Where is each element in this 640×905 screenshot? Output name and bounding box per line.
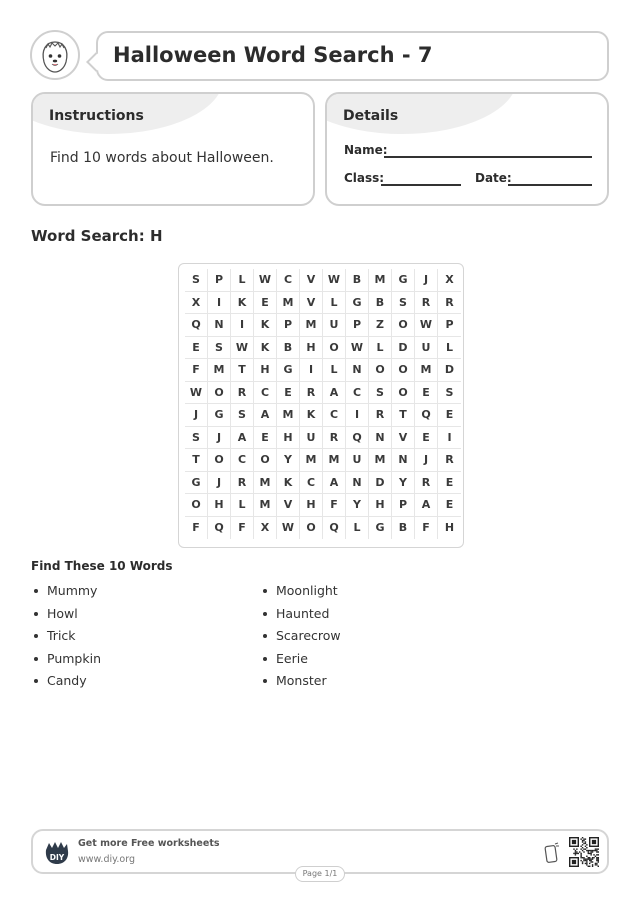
details-card <box>325 92 609 206</box>
grid-cell[interactable]: R <box>369 404 392 427</box>
grid-cell[interactable]: M <box>277 292 300 315</box>
grid-cell[interactable]: Q <box>185 314 208 337</box>
grid-cell[interactable]: R <box>300 382 323 405</box>
grid-cell[interactable]: D <box>438 359 461 382</box>
grid-cell[interactable]: F <box>231 517 254 540</box>
grid-cell[interactable]: I <box>300 359 323 382</box>
grid-cell[interactable]: E <box>254 427 277 450</box>
grid-cell[interactable]: T <box>231 359 254 382</box>
word-search-heading: Word Search: H <box>31 227 163 245</box>
grid-cell[interactable]: H <box>300 337 323 360</box>
grid-cell[interactable]: H <box>369 494 392 517</box>
list-item: Haunted <box>260 606 341 629</box>
footer-url-link[interactable]: www.diy.org <box>78 854 135 865</box>
qr-code-icon[interactable] <box>569 837 599 867</box>
grid-cell[interactable]: M <box>300 314 323 337</box>
grid-cell[interactable]: Y <box>346 494 369 517</box>
grid-cell[interactable]: D <box>392 337 415 360</box>
grid-cell[interactable]: H <box>277 427 300 450</box>
grid-cell[interactable]: W <box>231 337 254 360</box>
grid-cell[interactable]: B <box>277 337 300 360</box>
grid-cell[interactable]: B <box>369 292 392 315</box>
grid-cell[interactable]: O <box>392 382 415 405</box>
grid-cell[interactable]: F <box>185 359 208 382</box>
grid-cell[interactable]: M <box>254 494 277 517</box>
grid-cell[interactable]: R <box>438 292 461 315</box>
grid-cell[interactable]: N <box>208 314 231 337</box>
grid-cell[interactable]: O <box>185 494 208 517</box>
grid-cell[interactable]: R <box>323 427 346 450</box>
grid-cell[interactable]: W <box>415 314 438 337</box>
grid-cell[interactable]: F <box>185 517 208 540</box>
grid-cell[interactable]: A <box>231 427 254 450</box>
phone-icon <box>544 842 560 864</box>
grid-cell[interactable]: Q <box>346 427 369 450</box>
grid-cell[interactable]: C <box>231 449 254 472</box>
title-box <box>96 31 609 81</box>
mascot-icon <box>30 30 80 80</box>
grid-cell[interactable]: A <box>323 382 346 405</box>
list-item: Monster <box>260 673 341 696</box>
grid-cell[interactable]: I <box>346 404 369 427</box>
grid-cell[interactable]: V <box>300 292 323 315</box>
list-item: Moonlight <box>260 583 341 606</box>
grid-cell[interactable]: M <box>300 449 323 472</box>
grid-cell[interactable]: C <box>300 472 323 495</box>
class-label: Class: <box>344 171 385 185</box>
grid-cell[interactable]: O <box>323 337 346 360</box>
list-item: Howl <box>31 606 101 629</box>
grid-cell[interactable]: P <box>208 269 231 292</box>
grid-cell[interactable]: G <box>369 517 392 540</box>
grid-cell[interactable]: D <box>369 472 392 495</box>
grid-cell[interactable]: V <box>300 269 323 292</box>
list-item: Pumpkin <box>31 651 101 674</box>
grid-cell[interactable]: W <box>254 269 277 292</box>
word-list-heading: Find These 10 Words <box>31 559 173 573</box>
grid-cell[interactable]: Y <box>277 449 300 472</box>
grid-cell[interactable]: G <box>208 404 231 427</box>
grid-cell[interactable]: M <box>254 472 277 495</box>
grid-cell[interactable]: O <box>392 359 415 382</box>
grid-cell[interactable]: H <box>208 494 231 517</box>
grid-cell[interactable]: O <box>392 314 415 337</box>
grid-cell[interactable]: C <box>277 269 300 292</box>
grid-cell[interactable]: O <box>369 359 392 382</box>
grid-cell[interactable]: K <box>254 314 277 337</box>
grid-cell[interactable]: R <box>231 382 254 405</box>
grid-cell[interactable]: Y <box>392 472 415 495</box>
grid-cell[interactable]: L <box>438 337 461 360</box>
grid-cell[interactable]: R <box>438 449 461 472</box>
grid-cell[interactable]: R <box>231 472 254 495</box>
grid-cell[interactable]: E <box>438 404 461 427</box>
grid-cell[interactable]: U <box>300 427 323 450</box>
grid-cell[interactable]: C <box>323 404 346 427</box>
grid-cell[interactable]: I <box>438 427 461 450</box>
grid-cell[interactable]: L <box>231 494 254 517</box>
grid-cell[interactable]: T <box>185 449 208 472</box>
word-search-grid <box>185 269 461 539</box>
grid-cell[interactable]: U <box>346 449 369 472</box>
grid-cell[interactable]: S <box>231 404 254 427</box>
grid-cell[interactable]: I <box>231 314 254 337</box>
grid-cell[interactable]: N <box>346 472 369 495</box>
list-item: Eerie <box>260 651 341 674</box>
grid-cell[interactable]: A <box>323 472 346 495</box>
grid-cell[interactable]: J <box>415 269 438 292</box>
grid-cell[interactable]: W <box>346 337 369 360</box>
grid-cell[interactable]: K <box>231 292 254 315</box>
instructions-heading: Instructions <box>49 108 144 124</box>
list-item: Mummy <box>31 583 101 606</box>
name-field[interactable] <box>384 156 592 158</box>
page-title: Halloween Word Search - 7 <box>113 43 433 67</box>
grid-cell[interactable]: P <box>277 314 300 337</box>
footer-promo-text: Get more Free worksheets <box>78 838 220 849</box>
grid-cell[interactable]: U <box>415 337 438 360</box>
grid-cell[interactable]: E <box>415 427 438 450</box>
grid-cell[interactable]: L <box>369 337 392 360</box>
word-list-column-2 <box>260 583 341 696</box>
grid-cell[interactable]: E <box>438 472 461 495</box>
grid-cell[interactable]: S <box>392 292 415 315</box>
date-field[interactable] <box>508 184 592 186</box>
grid-cell[interactable]: X <box>254 517 277 540</box>
grid-cell[interactable]: S <box>438 382 461 405</box>
grid-cell[interactable]: R <box>415 472 438 495</box>
grid-cell[interactable]: U <box>323 314 346 337</box>
grid-cell[interactable]: A <box>254 404 277 427</box>
grid-cell[interactable]: K <box>300 404 323 427</box>
grid-cell[interactable]: O <box>208 449 231 472</box>
grid-cell[interactable]: X <box>438 269 461 292</box>
logo-text: DIY <box>49 853 65 862</box>
grid-cell[interactable]: W <box>185 382 208 405</box>
grid-cell[interactable]: O <box>300 517 323 540</box>
grid-cell[interactable]: W <box>323 269 346 292</box>
grid-cell[interactable]: O <box>208 382 231 405</box>
grid-cell[interactable]: Q <box>323 517 346 540</box>
page-number: Page 1/1 <box>295 866 345 882</box>
grid-cell[interactable]: L <box>346 517 369 540</box>
grid-cell[interactable]: K <box>254 337 277 360</box>
grid-cell[interactable]: F <box>415 517 438 540</box>
grid-cell[interactable]: E <box>438 494 461 517</box>
grid-cell[interactable]: G <box>277 359 300 382</box>
grid-cell[interactable]: B <box>392 517 415 540</box>
grid-cell[interactable]: M <box>369 449 392 472</box>
grid-cell[interactable]: H <box>300 494 323 517</box>
grid-cell[interactable]: G <box>346 292 369 315</box>
class-field[interactable] <box>381 184 461 186</box>
word-list-column-1 <box>31 583 101 696</box>
word-search-grid-box <box>178 263 464 548</box>
grid-cell[interactable]: P <box>392 494 415 517</box>
grid-cell[interactable]: L <box>323 359 346 382</box>
grid-cell[interactable]: N <box>392 449 415 472</box>
grid-cell[interactable]: G <box>392 269 415 292</box>
grid-cell[interactable]: Q <box>415 404 438 427</box>
grid-cell[interactable]: E <box>277 382 300 405</box>
grid-cell[interactable]: C <box>346 382 369 405</box>
grid-cell[interactable]: S <box>208 337 231 360</box>
grid-cell[interactable]: P <box>438 314 461 337</box>
diy-logo-icon[interactable] <box>43 840 71 866</box>
grid-cell[interactable]: Z <box>369 314 392 337</box>
instructions-card <box>31 92 315 206</box>
grid-cell[interactable]: N <box>346 359 369 382</box>
grid-cell[interactable]: T <box>392 404 415 427</box>
list-item: Trick <box>31 628 101 651</box>
grid-cell[interactable]: G <box>185 472 208 495</box>
grid-cell[interactable]: K <box>277 472 300 495</box>
grid-cell[interactable]: O <box>254 449 277 472</box>
grid-cell[interactable]: V <box>392 427 415 450</box>
instructions-text: Find 10 words about Halloween. <box>50 150 274 166</box>
name-label: Name: <box>344 143 388 157</box>
grid-cell[interactable]: Q <box>208 517 231 540</box>
list-item: Scarecrow <box>260 628 341 651</box>
date-label: Date: <box>475 171 512 185</box>
grid-cell[interactable]: J <box>208 427 231 450</box>
grid-cell[interactable]: J <box>208 472 231 495</box>
list-item: Candy <box>31 673 101 696</box>
grid-cell[interactable]: A <box>415 494 438 517</box>
grid-cell[interactable]: M <box>323 449 346 472</box>
grid-cell[interactable]: I <box>208 292 231 315</box>
grid-cell[interactable]: R <box>415 292 438 315</box>
grid-cell[interactable]: M <box>208 359 231 382</box>
grid-cell[interactable]: W <box>277 517 300 540</box>
grid-cell[interactable]: P <box>346 314 369 337</box>
grid-cell[interactable]: V <box>277 494 300 517</box>
grid-cell[interactable]: X <box>185 292 208 315</box>
grid-cell[interactable]: E <box>185 337 208 360</box>
grid-cell[interactable]: S <box>185 427 208 450</box>
grid-cell[interactable]: H <box>444 521 455 535</box>
grid-cell[interactable]: H <box>254 359 277 382</box>
grid-cell[interactable]: J <box>185 404 208 427</box>
grid-cell[interactable]: F <box>323 494 346 517</box>
grid-cell[interactable]: M <box>415 359 438 382</box>
grid-cell[interactable]: L <box>323 292 346 315</box>
grid-cell[interactable]: N <box>369 427 392 450</box>
grid-cell[interactable]: S <box>369 382 392 405</box>
details-heading: Details <box>343 108 399 124</box>
grid-cell[interactable]: M <box>277 404 300 427</box>
grid-cell[interactable]: L <box>231 269 254 292</box>
grid-cell[interactable]: E <box>415 382 438 405</box>
grid-cell[interactable]: C <box>254 382 277 405</box>
grid-cell[interactable]: B <box>346 269 369 292</box>
grid-cell[interactable]: M <box>369 269 392 292</box>
grid-cell[interactable]: S <box>185 269 208 292</box>
grid-cell[interactable]: J <box>415 449 438 472</box>
grid-cell[interactable]: E <box>254 292 277 315</box>
